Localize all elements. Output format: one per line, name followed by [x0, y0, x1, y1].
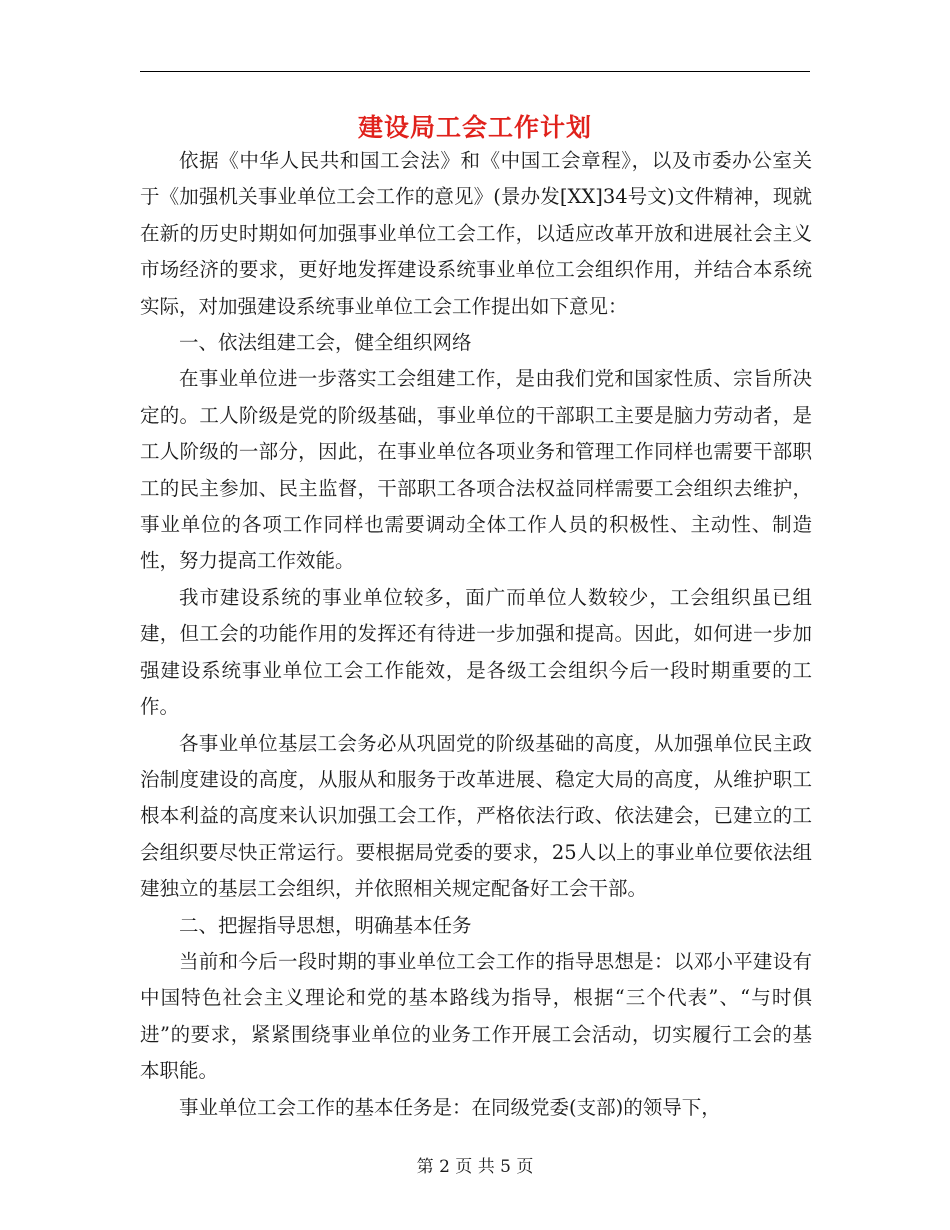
paragraph-section1-a: 在事业单位进一步落实工会组建工作，是由我们党和国家性质、宗旨所决定的。工人阶级是党的阶级基础，事业单位的干部职工主要是脑力劳动者，是工人阶级的一部分，因此，在事业单位各项业务和管理工作同样也需要干部职工的民主参加、民主监督，干部职工各项合法权益同样需要工会组织去维护，事业单位的各项工作同样也需要调动全体工作人员的积极性、主动性、制造性，努力提高工作效能。: [140, 367, 812, 573]
paragraph-section2-a: 当前和今后一段时期的事业单位工会工作的指导思想是：以邓小平建设有中国特色社会主义理论和党的基本路线为指导，根据“三个代表”、“与时俱进”的要求，紧紧围绕事业单位的业务工作开展工会活动，切实履行工会的基本职能。: [140, 949, 812, 1083]
section-heading-1: 一、依法组建工会，健全组织网络: [179, 331, 472, 355]
paragraph-section1-b: 我市建设系统的事业单位较多，面广而单位人数较少，工会组织虽已组建，但工会的功能作用的发挥还有待进一步加强和提高。因此，如何进一步加强建设系统事业单位工会工作能效，是各级工会组织今后一段时期重要的工作。: [140, 585, 812, 719]
paragraph-intro: 依据《中华人民共和国工会法》和《中国工会章程》，以及市委办公室关于《加强机关事业单位工会工作的意见》(景办发[XX]34号文)文件精神，现就在新的历史时期如何加强事业单位工会工作，以适应改革开放和进展社会主义市场经济的要求，更好地发挥建设系统事业单位工会组织作用，并结合本系统实际，对加强建设系统事业单位工会工作提出如下意见：: [140, 149, 812, 318]
document-body: [140, 143, 812, 1126]
document-title: 建设局工会工作计划: [357, 113, 592, 142]
section-heading-2: 二、把握指导思想，明确基本任务: [179, 913, 472, 937]
page-number-footer: 第 2 页 共 5 页: [416, 1157, 534, 1177]
paragraph-section2-b: 事业单位工会工作的基本任务是：在同级党委(支部)的领导下，: [179, 1095, 721, 1119]
paragraph-section1-c: 各事业单位基层工会务必从巩固党的阶级基础的高度，从加强单位民主政治制度建设的高度，从服从和服务于改革进展、稳定大局的高度，从维护职工根本利益的高度来认识加强工会工作，严格依法行政、依法建会，已建立的工会组织要尽快正常运行。要根据局党委的要求，25人以上的事业单位要依法组建独立的基层工会组织，并依照相关规定配备好工会干部。: [140, 731, 812, 901]
header-rule: [140, 71, 810, 72]
